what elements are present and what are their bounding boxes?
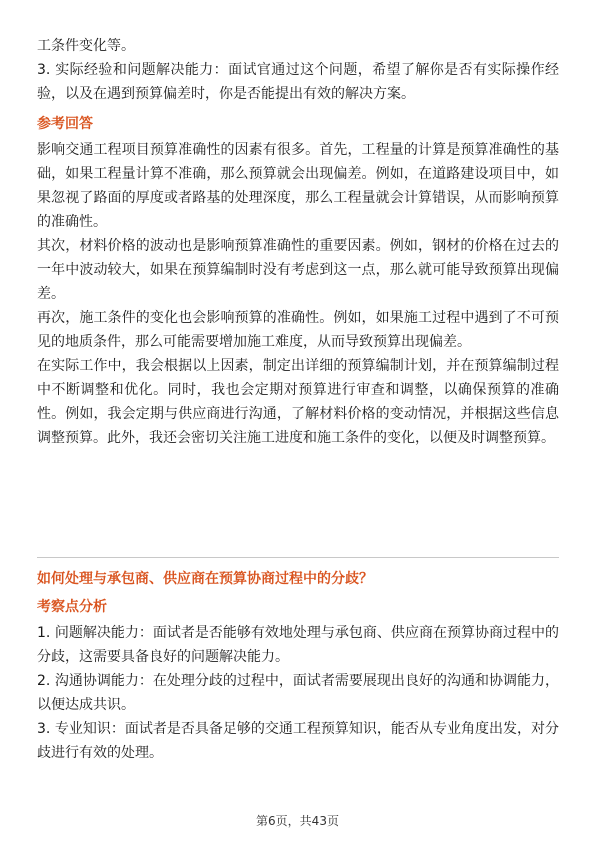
analysis-point-3: 3. 专业知识：面试者是否具备足够的交通工程预算知识，能否从专业角度出发，对分歧进行有效的处理。	[37, 721, 559, 761]
answer-heading: 参考回答	[37, 116, 93, 132]
answer-paragraph-1: 影响交通工程项目预算准确性的因素有很多。首先，工程量的计算是预算准确性的基础，如果工程量计算不准确，那么预算就会出现偏差。例如，在道路建设项目中，如果忽视了路面的厚度或者路基的处理深度，那么工程量就会计算错误，从而影响预算的准确性。	[37, 142, 559, 230]
answer-paragraph-3: 再次，施工条件的变化也会影响预算的准确性。例如，如果施工过程中遇到了不可预见的地质条件，那么可能需要增加施工难度，从而导致预算出现偏差。	[37, 310, 559, 350]
analysis-heading: 考察点分析	[37, 599, 107, 615]
page-number-footer: 第6页，共43页	[256, 814, 339, 828]
question-heading: 如何处理与承包商、供应商在预算协商过程中的分歧？	[37, 571, 373, 587]
continued-line: 工条件变化等。	[37, 38, 135, 54]
section-divider	[37, 557, 559, 558]
page-body-top	[37, 34, 559, 450]
point-3-experience: 3. 实际经验和问题解决能力：面试官通过这个问题，希望了解你是否有实际操作经验，以及在遇到预算偏差时，你是否能提出有效的解决方案。	[37, 62, 559, 102]
analysis-point-1: 1. 问题解决能力：面试者是否能够有效地处理与承包商、供应商在预算协商过程中的分歧，这需要具备良好的问题解决能力。	[37, 625, 559, 665]
analysis-point-2: 2. 沟通协调能力：在处理分歧的过程中，面试者需要展现出良好的沟通和协调能力，以便达成共识。	[37, 673, 559, 713]
page-body-bottom	[37, 567, 559, 765]
answer-paragraph-2: 其次，材料价格的波动也是影响预算准确性的重要因素。例如，钢材的价格在过去的一年中波动较大，如果在预算编制时没有考虑到这一点，那么就可能导致预算出现偏差。	[37, 238, 559, 302]
answer-paragraph-4: 在实际工作中，我会根据以上因素，制定出详细的预算编制计划，并在预算编制过程中不断调整和优化。同时，我也会定期对预算进行审查和调整，以确保预算的准确性。例如，我会定期与供应商进行沟通，了解材料价格的变动情况，并根据这些信息调整预算。此外，我还会密切关注施工进度和施工条件的变化，以便及时调整预算。	[37, 358, 559, 446]
